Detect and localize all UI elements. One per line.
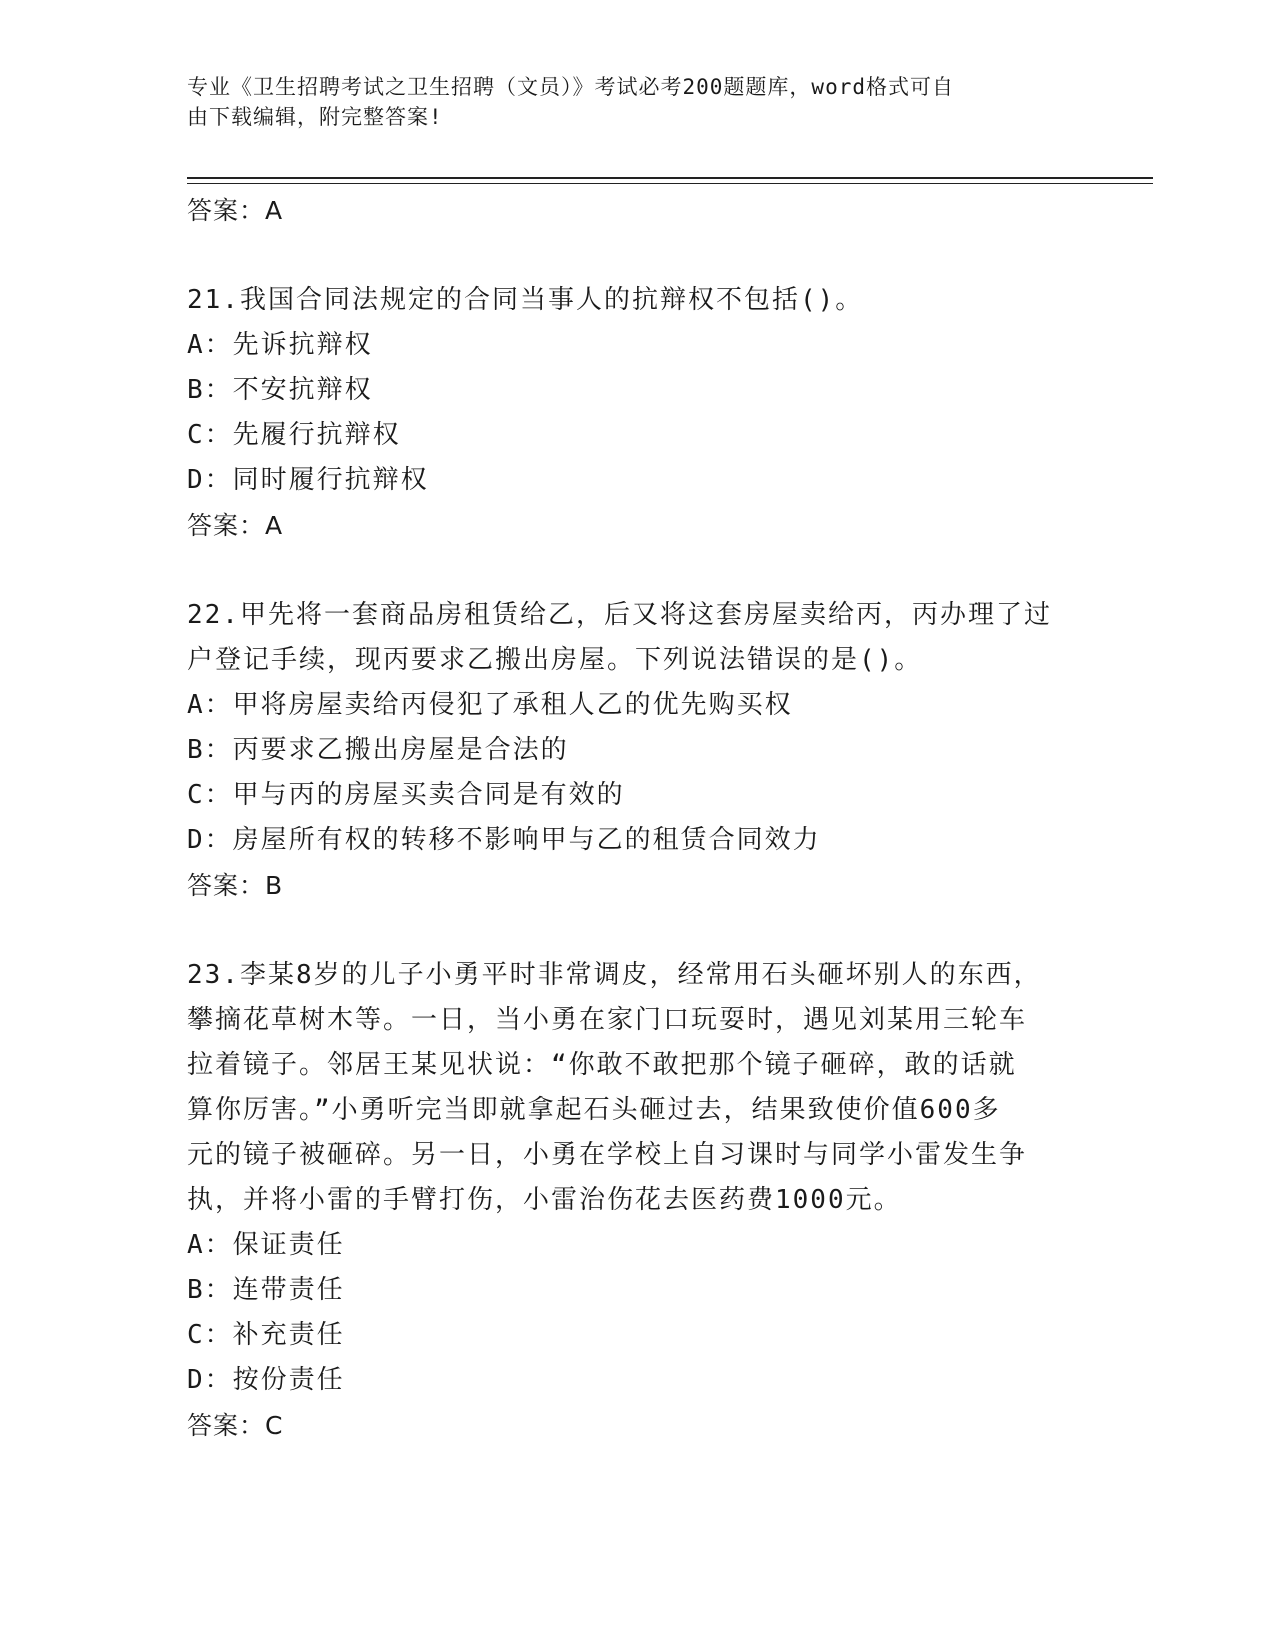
- answer-value: B: [265, 871, 284, 900]
- option-c: C：先履行抗辩权: [187, 420, 401, 450]
- option-b: B：丙要求乙搬出房屋是合法的: [187, 735, 569, 765]
- stem-line: 23.李某8岁的儿子小勇平时非常调皮，经常用石头砸坏别人的东西，: [187, 960, 1042, 990]
- previous-answer: [187, 188, 1087, 233]
- question-answer: [187, 503, 1087, 548]
- option-a: A：保证责任: [187, 1230, 345, 1260]
- stem-line: 22.甲先将一套商品房租赁给乙，后又将这套房屋卖给丙，丙办理了过: [187, 600, 1052, 630]
- header-divider-thick: [187, 177, 1153, 179]
- header-divider-thin: [187, 183, 1153, 184]
- answer-value: A: [265, 196, 284, 225]
- header-line-1: 专业《卫生招聘考试之卫生招聘（文员）》考试必考200题题库，word格式可自: [187, 75, 954, 99]
- question-stem: [187, 278, 1087, 323]
- answer-label: 答案：: [187, 871, 266, 900]
- option-d: D：同时履行抗辩权: [187, 465, 429, 495]
- answer-value: C: [265, 1411, 284, 1440]
- stem-line: 攀摘花草树木等。一日，当小勇在家门口玩耍时，遇见刘某用三轮车: [187, 1005, 1028, 1035]
- stem-line: 算你厉害。”小勇听完当即就拿起石头砸过去，结果致使价值600多: [187, 1095, 1001, 1125]
- question-answer: [187, 863, 1087, 908]
- option-d: D：按份责任: [187, 1365, 345, 1395]
- answer-label: 答案：: [187, 511, 266, 540]
- option-a: A：先诉抗辩权: [187, 330, 373, 360]
- answer-value: A: [265, 511, 284, 540]
- answer-label: 答案：: [187, 1411, 266, 1440]
- header-line-2: 由下载编辑，附完整答案!: [187, 105, 443, 129]
- stem-line: 元的镜子被砸碎。另一日，小勇在学校上自习课时与同学小雷发生争: [187, 1140, 1028, 1170]
- option-b: B：连带责任: [187, 1275, 345, 1305]
- stem-line: 21.我国合同法规定的合同当事人的抗辩权不包括()。: [187, 285, 864, 315]
- stem-line: 拉着镜子。邻居王某见状说：“你敢不敢把那个镜子砸碎，敢的话就: [187, 1050, 1017, 1080]
- question-22: [187, 593, 1087, 908]
- questions-content: [187, 188, 1087, 1448]
- option-c: C：补充责任: [187, 1320, 345, 1350]
- option-b: B：不安抗辩权: [187, 375, 373, 405]
- option-a: A：甲将房屋卖给丙侵犯了承租人乙的优先购买权: [187, 690, 793, 720]
- question-answer: [187, 1403, 1087, 1448]
- question-21: [187, 278, 1087, 548]
- stem-line: 执，并将小雷的手臂打伤，小雷治伤花去医药费1000元。: [187, 1185, 902, 1215]
- stem-line: 户登记手续，现丙要求乙搬出房屋。下列说法错误的是()。: [187, 645, 923, 675]
- question-stem: [187, 593, 1087, 683]
- answer-label: 答案：: [187, 196, 266, 225]
- document-header: [187, 72, 1067, 132]
- option-d: D：房屋所有权的转移不影响甲与乙的租赁合同效力: [187, 825, 821, 855]
- question-stem: [187, 953, 1087, 1223]
- option-c: C：甲与丙的房屋买卖合同是有效的: [187, 780, 625, 810]
- question-23: [187, 953, 1087, 1448]
